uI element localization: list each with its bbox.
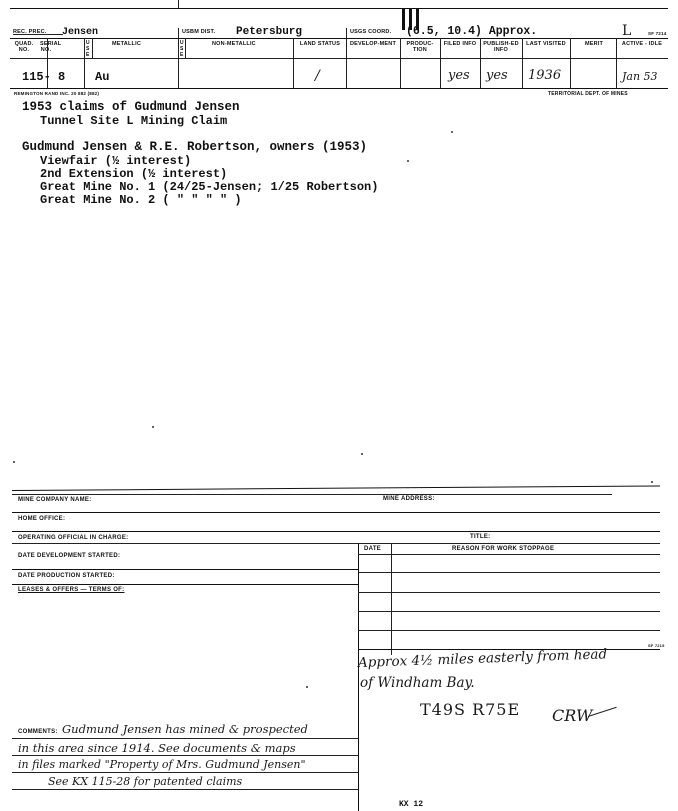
published-info-value: yes [486,68,508,83]
comments-line-1 [12,738,358,739]
leases-label: LEASES & OFFERS — TERMS OF: [18,587,125,593]
date-production-label: DATE PRODUCTION STARTED: [18,573,115,579]
col-serial-header: SERIAL NO. [40,41,62,53]
col-merit-header: MERIT [584,41,604,47]
last-visited-value: 1936 [528,68,562,83]
body-line-5: 2nd Extension (½ interest) [40,167,228,181]
stoppage-row-3 [358,611,660,612]
date-col-header: DATE [364,546,382,552]
stoppage-row-2 [358,592,660,593]
comment-line-2: in this area since 1914. See documents & maps [18,741,296,755]
speck [306,686,308,688]
speck [152,426,154,428]
col-div-2 [84,38,85,88]
rec-prec-underline [13,34,63,35]
col-develop-header: DEVELOP-MENT [349,41,397,47]
date-production-line [12,569,358,570]
mine-company-name-label: MINE COMPANY NAME: [18,497,92,503]
col-last-visited-header: LAST VISITED [526,41,566,47]
col-active-header: ACTIVE - IDLE [621,41,663,47]
operating-official-label: OPERATING OFFICIAL IN CHARGE: [18,535,129,541]
home-office-line [12,512,660,513]
stoppage-left-border [358,543,359,811]
page-code: KX 12 [399,800,424,809]
territorial-dept: TERRITORIAL DEPT. OF MINES [548,91,628,97]
divider-rec [178,28,179,88]
col-div-3 [92,38,93,58]
speck [361,453,363,455]
comment-line-1: Gudmund Jensen has mined & prospected [62,722,308,736]
col-metallic-header: METALLIC [112,41,141,47]
header-row3-bottom [10,88,668,89]
printer-note: REMINGTON RAND INC. 20 882 (882) [14,91,100,96]
col-quad-header: QUAD. NO. [14,41,34,53]
col-div-11 [570,38,571,88]
reason-col-header: REASON FOR WORK STOPPAGE [452,546,555,552]
body-line-7: Great Mine No. 2 ( " " " " ) [40,193,242,207]
usgs-coord-label: USGS COORD. [350,29,392,35]
comment-line-3: in files marked "Property of Mrs. Gudmund Jensen" [18,758,306,771]
mine-address-label: MINE ADDRESS: [383,496,435,502]
speck [651,481,653,483]
col-div-7 [400,38,401,88]
metallic-value: Au [95,70,110,84]
corner-letter: L [622,23,632,39]
stoppage-date-divider [391,543,392,655]
mine-company-line-top [12,485,660,491]
township-range: T49S R75E [420,700,521,719]
home-office-label: HOME OFFICE: [18,516,66,522]
header-top-line [10,8,668,9]
stoppage-row-1 [358,572,660,573]
location-note-line-1: Approx 4½ miles easterly from head [357,646,608,671]
col-div-12 [616,38,617,88]
col-land-header: LAND STATUS [299,41,341,47]
speck [407,160,409,162]
col-production-header: PRODUC-TION [406,41,434,53]
body-line-3: Gudmund Jensen & R.E. Robertson, owners (1953) [22,140,368,154]
initials: CRW [552,706,593,725]
comments-line-2 [12,755,358,756]
quad-serial-value: 115- 8 [22,70,66,84]
date-development-label: DATE DEVELOPMENT STARTED: [18,553,121,559]
active-idle-value: Jan 53 [622,70,658,83]
comments-line-4 [12,789,358,790]
col-u-nonmetallic: U S E [180,40,184,58]
development-line [12,543,660,544]
mine-company-line-bottom [12,494,612,495]
col-published-header: PUBLISH-ED INFO [483,41,519,53]
body-line-1: 1953 claims of Gudmund Jensen [22,100,240,114]
leases-line [12,584,358,585]
land-status-value: / [315,68,320,84]
speck [13,461,15,463]
body-line-6: Great Mine No. 1 (24/25-Jensen; 1/25 Robertson) [40,180,379,194]
usbm-dist-value: Petersburg [236,26,303,38]
filed-info-value: yes [448,68,470,83]
col-div-10 [522,38,523,88]
col-div-8 [440,38,441,88]
stoppage-header-line [358,554,660,555]
col-div-5 [293,38,294,88]
stoppage-row-4 [358,630,660,631]
comment-line-4: See KX 115-28 for patented claims [48,775,243,788]
rec-prec-value: Jensen [62,27,99,38]
col-u-metallic: U S E [86,40,90,58]
title-label: TITLE: [470,534,491,540]
col-div-9 [480,38,481,88]
usgs-coord-value: (6.5, 10.4) Approx. [406,25,538,38]
header-top-divider [178,0,179,8]
col-div-4 [185,38,186,58]
body-line-4: Viewfair (½ interest) [40,154,192,168]
body-line-2: Tunnel Site L Mining Claim [40,114,228,128]
small-form-number: SF 7215 [648,643,665,648]
location-note-line-2: of Windham Bay. [360,675,475,691]
operating-official-line [12,531,660,532]
rec-prec-label: REC. PREC. [13,29,47,35]
speck [451,131,453,133]
comments-label: COMMENTS: [18,729,58,735]
usbm-dist-label: USBM DIST. [182,29,216,35]
col-div-6 [346,38,347,88]
form-number: SF 7214 [648,31,667,36]
col-filed-header: FILED INFO [443,41,477,47]
col-nonmetallic-header: NON-METALLIC [212,41,256,47]
comments-line-3 [12,772,358,773]
